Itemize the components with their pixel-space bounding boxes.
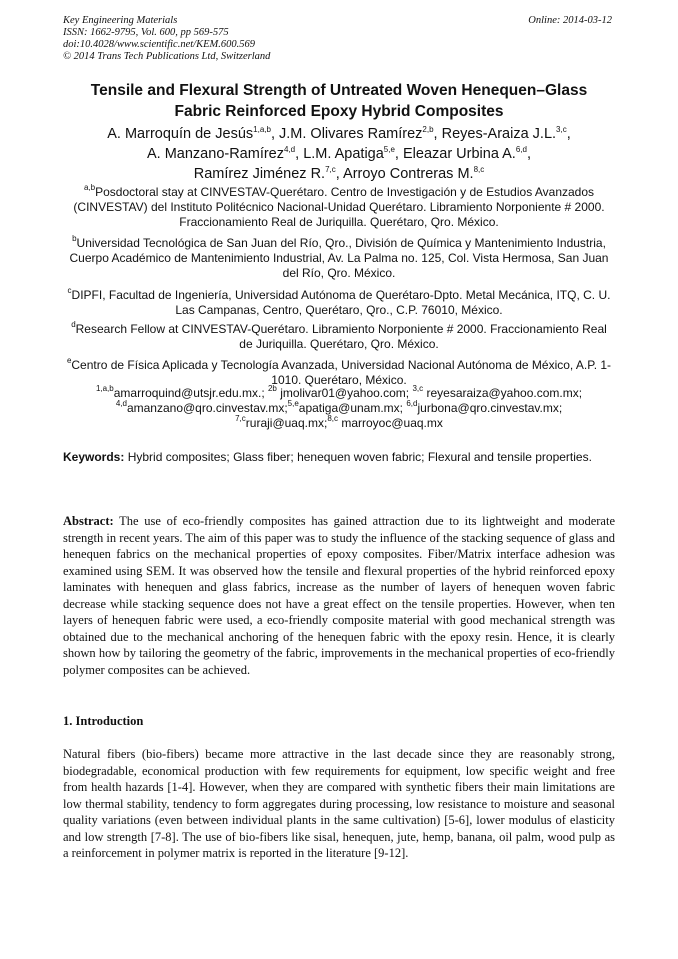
author-sup: 1,a,b: [253, 125, 271, 134]
keywords-label: Keywords:: [63, 450, 125, 464]
email-link[interactable]: apatiga@unam.mx;: [298, 401, 407, 415]
journal-header: [63, 15, 270, 63]
email-link[interactable]: amanzano@qro.cinvestav.mx;: [126, 401, 288, 415]
affiliation-sup: a,b: [83, 183, 96, 192]
affiliation-text: Research Fellow at CINVESTAV-Querétaro. Libramiento Norponiente # 2000. Fraccionamiento Real de Juriquilla. Querétaro, Qro. México.: [75, 322, 607, 351]
author-name: L.M. Apatiga: [303, 146, 384, 162]
author-list: [63, 124, 615, 184]
paper-title: [63, 80, 615, 122]
author-sep: ,: [295, 146, 304, 162]
author-sup: 4,d: [284, 145, 296, 154]
issn-line: ISSN: 1662-9795, Vol. 600, pp 569-575: [63, 27, 229, 38]
author-name: A. Marroquín de Jesús: [107, 126, 254, 142]
affiliation-sup: c: [67, 286, 72, 295]
affiliation-ab: [63, 185, 615, 230]
abstract-label: Abstract:: [63, 514, 114, 528]
email-link[interactable]: amarroquind@utsjr.edu.mx.;: [113, 386, 268, 400]
author-name: Arroyo Contreras M.: [343, 166, 474, 182]
copyright-line: © 2014 Trans Tech Publications Ltd, Switzerland: [63, 51, 271, 62]
affiliation-text: Universidad Tecnológica de San Juan del Río, Qro., División de Química y Mantenimiento Industria, Cuerpo Académico de Mantenimiento Industrial, Av. La Palma no. 125, Col. Vista Hermosa, San Juan del Río, Qro. México.: [69, 236, 609, 280]
affiliation-b: [63, 236, 615, 281]
online-date: Online: 2014-03-12: [528, 15, 612, 26]
email-sup: 7,c: [235, 414, 246, 423]
abstract-text: The use of eco-friendly composites has gained attraction due to its lightweight and moderate strength in recent years. The aim of this paper was to study the influence of the stacking sequence of glass and henequen fabrics on the mechanical properties of epoxy composites. Fiber/Matrix interface adhesion was examined using SEM. It was observed how the tensile and flexural properties of the hybrid reinforced epoxy laminates with henequen and glass fabrics, increase as the number of layers of henequen woven fabric decrease while stacking sequence does not have a great effect on the tensile properties. However, when ten layers of henequen fabric were used, a eco-friendly composite material with good mechanical strength was obtained due to the mechanical anchoring of the henequen fabric with the epoxy resin. Hence, it is clearly shown how by tailoring the geometry of the fabric, improvements in the mechanical properties of eco-friendly polymer composites can be achieved.: [63, 514, 615, 677]
author-sep: ,: [566, 126, 571, 142]
section-heading-introduction: 1. Introduction: [63, 714, 144, 728]
affiliation-sup: e: [66, 356, 72, 365]
email-link[interactable]: jurbona@qro.cinvestav.mx;: [417, 401, 563, 415]
email-sup: 6,d: [406, 399, 418, 408]
author-sep: ,: [335, 166, 344, 182]
journal-name: Key Engineering Materials: [63, 15, 178, 26]
author-line-2: [63, 144, 615, 164]
author-name: Reyes-Araiza J.L.: [441, 126, 557, 142]
email-sup: 4,d: [115, 399, 127, 408]
email-line-1: [63, 386, 615, 401]
email-sup: 1,a,b: [95, 384, 114, 393]
affiliation-sup: b: [72, 234, 77, 243]
email-sup: 3,c: [412, 384, 424, 393]
email-sup: 2b: [267, 384, 277, 393]
keywords-text: Hybrid composites; Glass fiber; henequen woven fabric; Flexural and tensile properties.: [124, 450, 592, 464]
affiliation-d: [63, 322, 615, 352]
author-sup: 2,b: [422, 125, 434, 134]
email-list: [63, 386, 615, 431]
author-line-3: [63, 164, 615, 184]
author-sep: ,: [433, 126, 442, 142]
email-sup: 8,c: [327, 414, 338, 423]
author-sup: 3,c: [556, 125, 567, 134]
author-name: Ramírez Jiménez R.: [193, 166, 326, 182]
author-line-1: [63, 124, 615, 144]
email-link[interactable]: jmolivar01@yahoo.com;: [276, 386, 413, 400]
affiliation-c: [63, 288, 615, 318]
affiliation-e: [63, 358, 615, 388]
author-name: A. Manzano-Ramírez: [147, 146, 284, 162]
author-sep: ,: [394, 146, 403, 162]
author-sup: 5,e: [383, 145, 395, 154]
introduction-paragraph: Natural fibers (bio-fibers) became more attractive in the last decade since they are reasonably strong, biodegradable, economical production with few requirements for equipment, low specific weight and free from health hazards [1-4]. However, when they are compared with synthetic fibers their main limitations are low thermal stability, tendency to form aggregates during processing, low resistance to moisture and seasonal quality variations (even between individual plants in the same cultivation) [5-6], lower modulus of elasticity and low strength [7-8]. The use of bio-fibers like sisal, henequen, jute, hemp, banana, oil palm, wood pulp as a reinforcement in polymer matrix is reported in the literature [9-12].: [63, 747, 615, 860]
keywords-block: [63, 450, 615, 465]
email-line-3: [63, 416, 615, 431]
doi-line: doi:10.4028/www.scientific.net/KEM.600.569: [63, 39, 255, 50]
email-link[interactable]: marroyoc@uaq.mx: [338, 416, 443, 430]
email-line-2: [63, 401, 615, 416]
affiliation-text: Posdoctoral stay at CINVESTAV-Querétaro. Centro de Investigación y de Estudios Avanzados (CINVESTAV) del Instituto Politécnico Nacional-Unidad Querétaro. Libramiento Norponiente # 2000. Fraccionamiento Real de Juriquilla. Querétaro, Qro. México.: [73, 185, 605, 229]
affiliation-text: Centro de Física Aplicada y Tecnología Avanzada, Universidad Nacional Autónoma de México, A.P. 1-1010. Querétaro, México.: [71, 358, 612, 387]
author-name: Eleazar Urbina A.: [402, 146, 516, 162]
author-sup: 7,c: [325, 165, 336, 174]
abstract-block: [63, 513, 615, 678]
author-name: J.M. Olivares Ramírez: [279, 126, 423, 142]
author-sep: ,: [526, 146, 531, 162]
email-link[interactable]: ruraji@uaq.mx;: [245, 416, 328, 430]
affiliation-sup: d: [71, 320, 76, 329]
title-line-1: Tensile and Flexural Strength of Untreated Woven Henequen–Glass: [90, 82, 588, 99]
author-sup: 6,d: [515, 145, 527, 154]
author-sup: 8,c: [473, 165, 485, 174]
affiliation-text: DIPFI, Facultad de Ingeniería, Universidad Autónoma de Querétaro-Dpto. Metal Mecánica, ITQ, C. U. Las Campanas, Centro, Querétaro, Qro., C.P. 76010, México.: [71, 288, 611, 317]
title-line-2: Fabric Reinforced Epoxy Hybrid Composites: [174, 103, 504, 120]
email-sup: 5,e: [287, 399, 299, 408]
author-sep: ,: [270, 126, 279, 142]
email-link[interactable]: reyesaraiza@yahoo.com.mx;: [423, 386, 583, 400]
